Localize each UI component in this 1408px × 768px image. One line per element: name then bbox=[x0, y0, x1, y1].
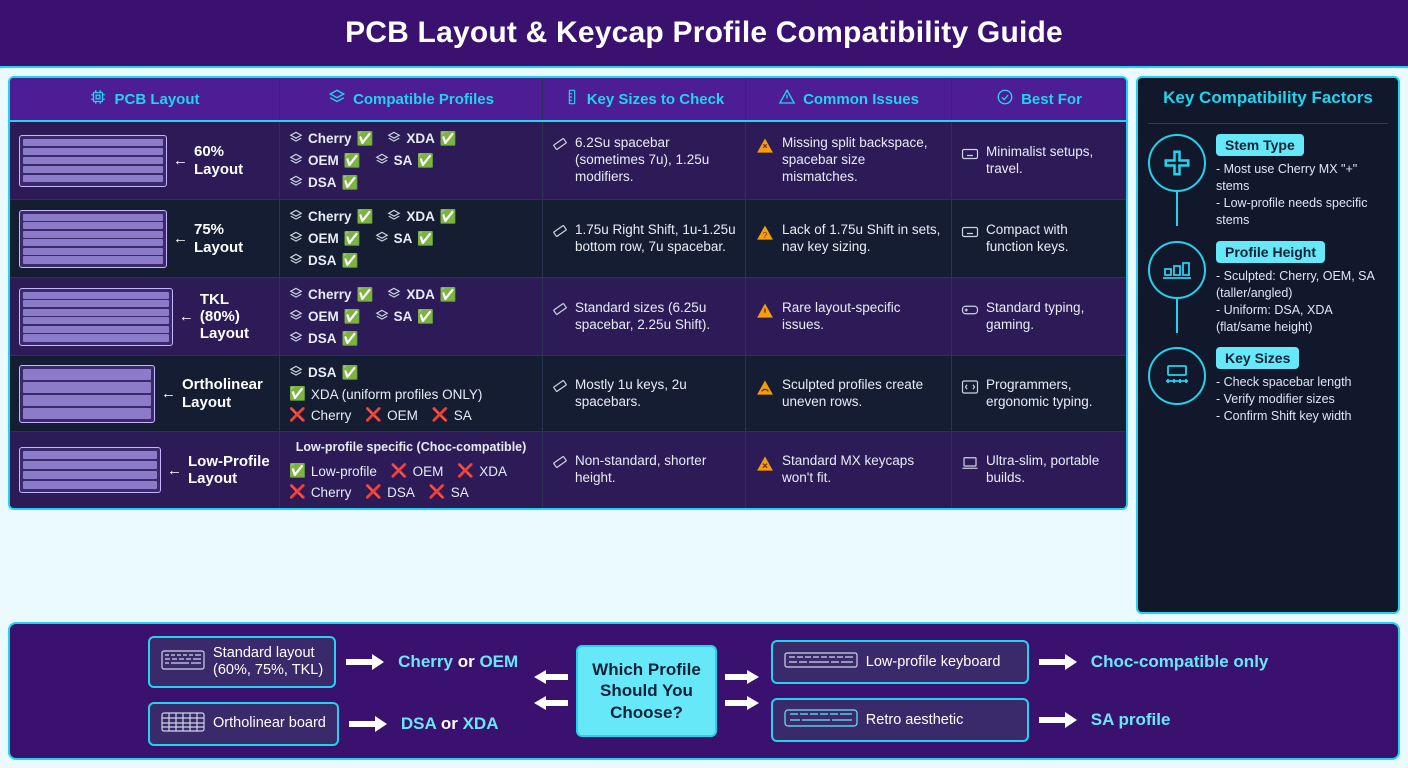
keycap-icon bbox=[289, 308, 303, 325]
warning-orange-icon bbox=[755, 136, 775, 161]
factor-line: - Confirm Shift key width bbox=[1216, 409, 1352, 424]
profile-item bbox=[289, 286, 373, 303]
profile-name: SA bbox=[393, 153, 413, 168]
compatibility-table-wrap bbox=[8, 76, 1128, 614]
key-sizes-cell bbox=[543, 432, 746, 508]
profile-item bbox=[365, 407, 418, 423]
arrow-right-icon bbox=[1039, 710, 1081, 730]
arrow-left-icon: ← bbox=[167, 461, 182, 479]
status-ok-icon: ✅ bbox=[289, 463, 306, 478]
factor-chip: Stem Type bbox=[1216, 134, 1304, 156]
status-ok-icon: ✅ bbox=[341, 174, 359, 190]
layout-name: TKL (80%) Layout bbox=[199, 290, 250, 343]
issues-cell bbox=[746, 200, 952, 277]
profiles-subtitle: Low-profile specific (Choc-compatible) bbox=[295, 440, 527, 454]
page-title: PCB Layout & Keycap Profile Compatibility Guide bbox=[345, 16, 1063, 49]
profile-name: XDA (uniform profiles ONLY) bbox=[310, 386, 483, 402]
profile-name: SA bbox=[393, 231, 413, 246]
flow-input-low-profile[interactable] bbox=[771, 640, 1029, 684]
best-for-text: Ultra-slim, portable builds. bbox=[986, 453, 1100, 485]
key-sizes-text: Non-standard, shorter height. bbox=[575, 453, 707, 485]
status-ok-icon: ✅ bbox=[439, 208, 457, 224]
factor-line: - Verify modifier sizes bbox=[1216, 392, 1335, 407]
profile-name: XDA bbox=[406, 287, 435, 302]
profiles-cell bbox=[280, 122, 543, 199]
table-header-row bbox=[10, 78, 1126, 122]
column-header-common-issues bbox=[746, 78, 952, 120]
layout-cell bbox=[10, 432, 280, 508]
factor-line: - Uniform: DSA, XDA (flat/same height) bbox=[1216, 302, 1332, 334]
flow-result-low-profile: Choc-compatible only bbox=[1090, 652, 1269, 671]
layout-cell bbox=[10, 278, 280, 355]
status-ok-icon: ✅ bbox=[356, 130, 374, 146]
profile-name: SA bbox=[450, 484, 469, 500]
profile-name: OEM bbox=[308, 231, 339, 246]
keycap-icon bbox=[387, 286, 401, 303]
issues-text: Rare layout-specific issues. bbox=[782, 299, 901, 332]
arrow-pair-left-icon bbox=[528, 669, 568, 713]
profiles-cell bbox=[280, 278, 543, 355]
best-for-text: Programmers, ergonomic typing. bbox=[986, 376, 1093, 409]
keyboard-icon bbox=[161, 649, 205, 675]
arrow-right-icon bbox=[346, 652, 388, 672]
column-header-pcb-layout bbox=[10, 78, 280, 120]
profile-item bbox=[375, 308, 435, 325]
key-sizes-text: Mostly 1u keys, 2u spacebars. bbox=[575, 376, 687, 409]
best-for-cell bbox=[952, 356, 1126, 431]
arrow-right-icon bbox=[349, 714, 391, 734]
flow-input-label: Ortholinear board bbox=[213, 715, 326, 732]
keycap-icon bbox=[289, 230, 303, 247]
flow-center-question: Which Profile Should You Choose? bbox=[576, 645, 717, 737]
profile-item bbox=[429, 484, 469, 500]
ruler-icon bbox=[552, 378, 568, 399]
status-no-icon: ❌ bbox=[428, 484, 446, 499]
status-ok-icon: ✅ bbox=[343, 308, 361, 324]
profile-item bbox=[289, 230, 361, 247]
key-sizes-cell bbox=[543, 356, 746, 431]
warning-x-icon bbox=[755, 454, 775, 479]
column-header-label: Key Sizes to Check bbox=[586, 90, 725, 108]
status-no-icon: ❌ bbox=[289, 484, 306, 499]
profile-item bbox=[387, 286, 456, 303]
arrow-left-icon: ← bbox=[178, 308, 194, 325]
warning-hand-icon bbox=[755, 378, 775, 403]
profile-item bbox=[289, 330, 358, 347]
best-for-cell bbox=[952, 122, 1126, 199]
status-ok-icon: ✅ bbox=[417, 308, 435, 324]
table-row bbox=[10, 278, 1126, 356]
layout-name: 60% Layout bbox=[194, 143, 244, 178]
profile-item bbox=[391, 463, 444, 479]
profile-item bbox=[289, 308, 361, 325]
issues-text: Sculpted profiles create uneven rows. bbox=[782, 376, 924, 409]
best-for-cell bbox=[952, 200, 1126, 277]
divider bbox=[1148, 123, 1388, 124]
ruler-icon bbox=[552, 223, 568, 244]
factor-line: - Low-profile needs specific stems bbox=[1216, 196, 1368, 228]
profile-name: Cherry bbox=[308, 287, 352, 302]
keycap-icon bbox=[387, 130, 401, 147]
profile-item bbox=[289, 208, 373, 225]
status-no-icon: ❌ bbox=[365, 407, 383, 422]
table-row bbox=[10, 432, 1126, 508]
profile-name: OEM bbox=[387, 407, 418, 423]
profile-item bbox=[289, 252, 358, 269]
layout-name: 75% Layout bbox=[194, 221, 244, 256]
best-for-text: Compact with function keys. bbox=[986, 221, 1069, 254]
keyboard-small-icon bbox=[961, 145, 979, 168]
arrow-left-icon: ← bbox=[161, 385, 176, 402]
profile-name: Cherry bbox=[308, 209, 352, 224]
profile-item bbox=[289, 484, 351, 500]
key-sizes-cell bbox=[543, 278, 746, 355]
key-sizes-text: 6.2Su spacebar (sometimes 7u), 1.25u modifiers. bbox=[575, 135, 710, 184]
arrow-right-icon bbox=[1039, 652, 1081, 672]
profile-name: OEM bbox=[308, 153, 339, 168]
status-no-icon: ❌ bbox=[289, 407, 306, 422]
keyboard-small-icon bbox=[961, 223, 979, 246]
status-ok-icon: ✅ bbox=[417, 230, 435, 246]
profile-item bbox=[289, 174, 358, 191]
status-no-icon: ❌ bbox=[365, 484, 383, 499]
ruler-icon bbox=[552, 454, 568, 475]
side-panel-wrap bbox=[1136, 76, 1400, 614]
layout-name: Ortholinear Layout bbox=[182, 376, 263, 411]
keycap-stack-icon bbox=[328, 88, 346, 110]
profile-name: Low-profile bbox=[310, 463, 377, 479]
column-header-label: PCB Layout bbox=[114, 90, 200, 108]
profile-name: DSA bbox=[308, 331, 337, 346]
status-ok-icon: ✅ bbox=[341, 364, 359, 380]
keycap-icon bbox=[289, 152, 303, 169]
keycap-icon bbox=[289, 252, 303, 269]
flow-input-standard-layout[interactable] bbox=[148, 636, 336, 687]
arrow-left-icon: ← bbox=[173, 230, 188, 247]
profile-item bbox=[457, 463, 507, 479]
status-ok-icon: ✅ bbox=[343, 230, 361, 246]
profile-name: SA bbox=[453, 407, 472, 423]
factor-chip: Key Sizes bbox=[1216, 347, 1299, 369]
flow-input-label: Low-profile keyboard bbox=[865, 653, 1001, 670]
warning-exclaim-icon bbox=[755, 301, 775, 326]
ruler-icon bbox=[564, 88, 580, 110]
panel-title: Key Compatibility Factors bbox=[1163, 88, 1373, 107]
factor-key-sizes bbox=[1148, 347, 1388, 425]
keycap-icon bbox=[289, 208, 303, 225]
flow-right-inputs bbox=[771, 640, 1269, 742]
issues-cell bbox=[746, 278, 952, 355]
status-ok-icon: ✅ bbox=[289, 386, 306, 401]
keyboard-thumbnail-75 bbox=[19, 210, 167, 268]
layout-cell bbox=[10, 200, 280, 277]
arrow-left-icon: ← bbox=[173, 152, 188, 169]
low-profile-keyboard-icon bbox=[784, 649, 858, 675]
gamepad-icon bbox=[961, 301, 979, 324]
key-sizes-text: 1.75u Right Shift, 1u-1.25u bottom row, 7u spacebar. bbox=[575, 221, 736, 254]
profile-item bbox=[289, 364, 358, 381]
key-sizes-cell bbox=[543, 200, 746, 277]
status-ok-icon: ✅ bbox=[417, 152, 435, 168]
factor-line: - Check spacebar length bbox=[1216, 375, 1352, 390]
key-sizes-cell bbox=[543, 122, 746, 199]
profile-item bbox=[387, 130, 456, 147]
keycap-icon bbox=[375, 152, 389, 169]
column-header-best-for bbox=[952, 78, 1126, 120]
ortho-keyboard-icon bbox=[161, 711, 205, 737]
profile-item bbox=[289, 407, 351, 423]
warning-question-icon bbox=[755, 223, 775, 248]
factor-line: - Most use Cherry MX "+" stems bbox=[1216, 162, 1358, 194]
keyboard-thumbnail-60 bbox=[19, 135, 167, 187]
issues-cell bbox=[746, 356, 952, 431]
status-ok-icon: ✅ bbox=[356, 286, 374, 302]
status-ok-icon: ✅ bbox=[356, 208, 374, 224]
keycap-icon bbox=[289, 130, 303, 147]
keycap-icon bbox=[375, 308, 389, 325]
profile-item bbox=[375, 230, 435, 247]
profile-item bbox=[289, 130, 373, 147]
flow-result-retro: SA profile bbox=[1090, 710, 1171, 729]
check-circle-icon bbox=[996, 88, 1014, 110]
mx-stem-icon bbox=[1148, 134, 1206, 192]
keycap-icon bbox=[289, 364, 303, 381]
column-header-label: Compatible Profiles bbox=[353, 90, 494, 108]
flow-left-inputs bbox=[148, 636, 518, 745]
warning-icon bbox=[778, 88, 796, 110]
status-ok-icon: ✅ bbox=[341, 330, 359, 346]
flow-result-standard: Cherry or OEM bbox=[398, 652, 519, 671]
factor-profile-height bbox=[1148, 241, 1388, 336]
best-for-text: Standard typing, gaming. bbox=[986, 299, 1085, 332]
factor-chip: Profile Height bbox=[1216, 241, 1325, 263]
profile-name: OEM bbox=[308, 309, 339, 324]
table-row bbox=[10, 356, 1126, 432]
issues-text: Missing split backspace, spacebar size mismatches. bbox=[782, 135, 928, 184]
code-icon bbox=[961, 378, 979, 401]
best-for-cell bbox=[952, 432, 1126, 508]
status-no-icon: ❌ bbox=[431, 407, 449, 422]
profile-name: Cherry bbox=[310, 407, 352, 423]
page-header bbox=[0, 0, 1408, 68]
key-compatibility-panel bbox=[1136, 76, 1400, 614]
column-header-label: Best For bbox=[1021, 90, 1082, 108]
profile-item bbox=[387, 208, 456, 225]
issues-text: Standard MX keycaps won't fit. bbox=[782, 453, 915, 485]
ruler-icon bbox=[552, 136, 568, 157]
best-for-cell bbox=[952, 278, 1126, 355]
compatibility-table bbox=[8, 76, 1128, 510]
status-no-icon: ❌ bbox=[457, 463, 475, 478]
layout-cell bbox=[10, 356, 280, 431]
profiles-cell bbox=[280, 356, 543, 431]
keyboard-thumbnail-tkl bbox=[19, 288, 173, 346]
profile-name: XDA bbox=[406, 131, 435, 146]
profile-name: OEM bbox=[412, 463, 444, 479]
connector-line bbox=[1176, 192, 1178, 226]
key-sizes-text: Standard sizes (6.25u spacebar, 2.25u Shift). bbox=[575, 299, 711, 332]
profile-item bbox=[289, 152, 361, 169]
keycap-icon bbox=[387, 208, 401, 225]
profiles-cell bbox=[280, 432, 543, 508]
profile-name: DSA bbox=[308, 365, 337, 380]
status-ok-icon: ✅ bbox=[343, 152, 361, 168]
factor-line: - Sculpted: Cherry, OEM, SA (taller/angled) bbox=[1216, 268, 1375, 300]
column-header-compatible-profiles bbox=[280, 78, 543, 120]
profile-name: DSA bbox=[308, 253, 337, 268]
profile-name: XDA bbox=[479, 463, 507, 479]
profile-height-icon bbox=[1148, 241, 1206, 299]
status-ok-icon: ✅ bbox=[439, 130, 457, 146]
status-ok-icon: ✅ bbox=[341, 252, 359, 268]
status-ok-icon: ✅ bbox=[439, 286, 457, 302]
factor-stem-type bbox=[1148, 134, 1388, 229]
profile-name: DSA bbox=[387, 484, 415, 500]
profile-name: XDA bbox=[406, 209, 435, 224]
keyboard-thumbnail-lowprofile bbox=[19, 447, 161, 493]
issues-cell bbox=[746, 432, 952, 508]
ruler-icon bbox=[552, 301, 568, 322]
issues-text: Lack of 1.75u Shift in sets, nav key sizing. bbox=[782, 221, 941, 254]
table-row bbox=[10, 122, 1126, 200]
profile-item bbox=[432, 407, 472, 423]
status-no-icon: ❌ bbox=[390, 463, 408, 478]
table-row bbox=[10, 200, 1126, 278]
profile-name: Cherry bbox=[310, 484, 352, 500]
keyboard-thumbnail-ortho bbox=[19, 365, 155, 423]
keycap-icon bbox=[289, 330, 303, 347]
arrow-pair-right-icon bbox=[725, 669, 765, 713]
profile-item bbox=[289, 386, 482, 402]
profiles-cell bbox=[280, 200, 543, 277]
column-header-key-sizes bbox=[543, 78, 746, 120]
profile-name: SA bbox=[393, 309, 413, 324]
flow-input-ortholinear[interactable] bbox=[148, 702, 339, 746]
chip-icon bbox=[89, 88, 107, 110]
retro-keyboard-icon bbox=[784, 707, 858, 733]
column-header-label: Common Issues bbox=[803, 90, 919, 108]
layout-name: Low-Profile Layout bbox=[188, 452, 270, 487]
flow-input-retro[interactable] bbox=[771, 698, 1029, 742]
profile-item bbox=[365, 484, 415, 500]
flow-input-label: Standard layout (60%, 75%, TKL) bbox=[213, 645, 324, 678]
laptop-icon bbox=[961, 454, 979, 477]
decision-flow bbox=[8, 622, 1400, 760]
content-area bbox=[0, 68, 1408, 614]
keycap-icon bbox=[375, 230, 389, 247]
profile-item bbox=[289, 463, 377, 479]
issues-cell bbox=[746, 122, 952, 199]
connector-line bbox=[1176, 299, 1178, 333]
best-for-text: Minimalist setups, travel. bbox=[986, 143, 1094, 176]
profile-name: Cherry bbox=[308, 131, 352, 146]
profile-name: DSA bbox=[308, 175, 337, 190]
layout-cell bbox=[10, 122, 280, 199]
profile-item bbox=[375, 152, 435, 169]
keycap-icon bbox=[289, 174, 303, 191]
ruler-key-icon bbox=[1148, 347, 1206, 405]
svg-text:?: ? bbox=[762, 229, 768, 240]
flow-result-ortholinear: DSA or XDA bbox=[400, 713, 499, 733]
flow-input-label: Retro aesthetic bbox=[865, 711, 964, 728]
keycap-icon bbox=[289, 286, 303, 303]
